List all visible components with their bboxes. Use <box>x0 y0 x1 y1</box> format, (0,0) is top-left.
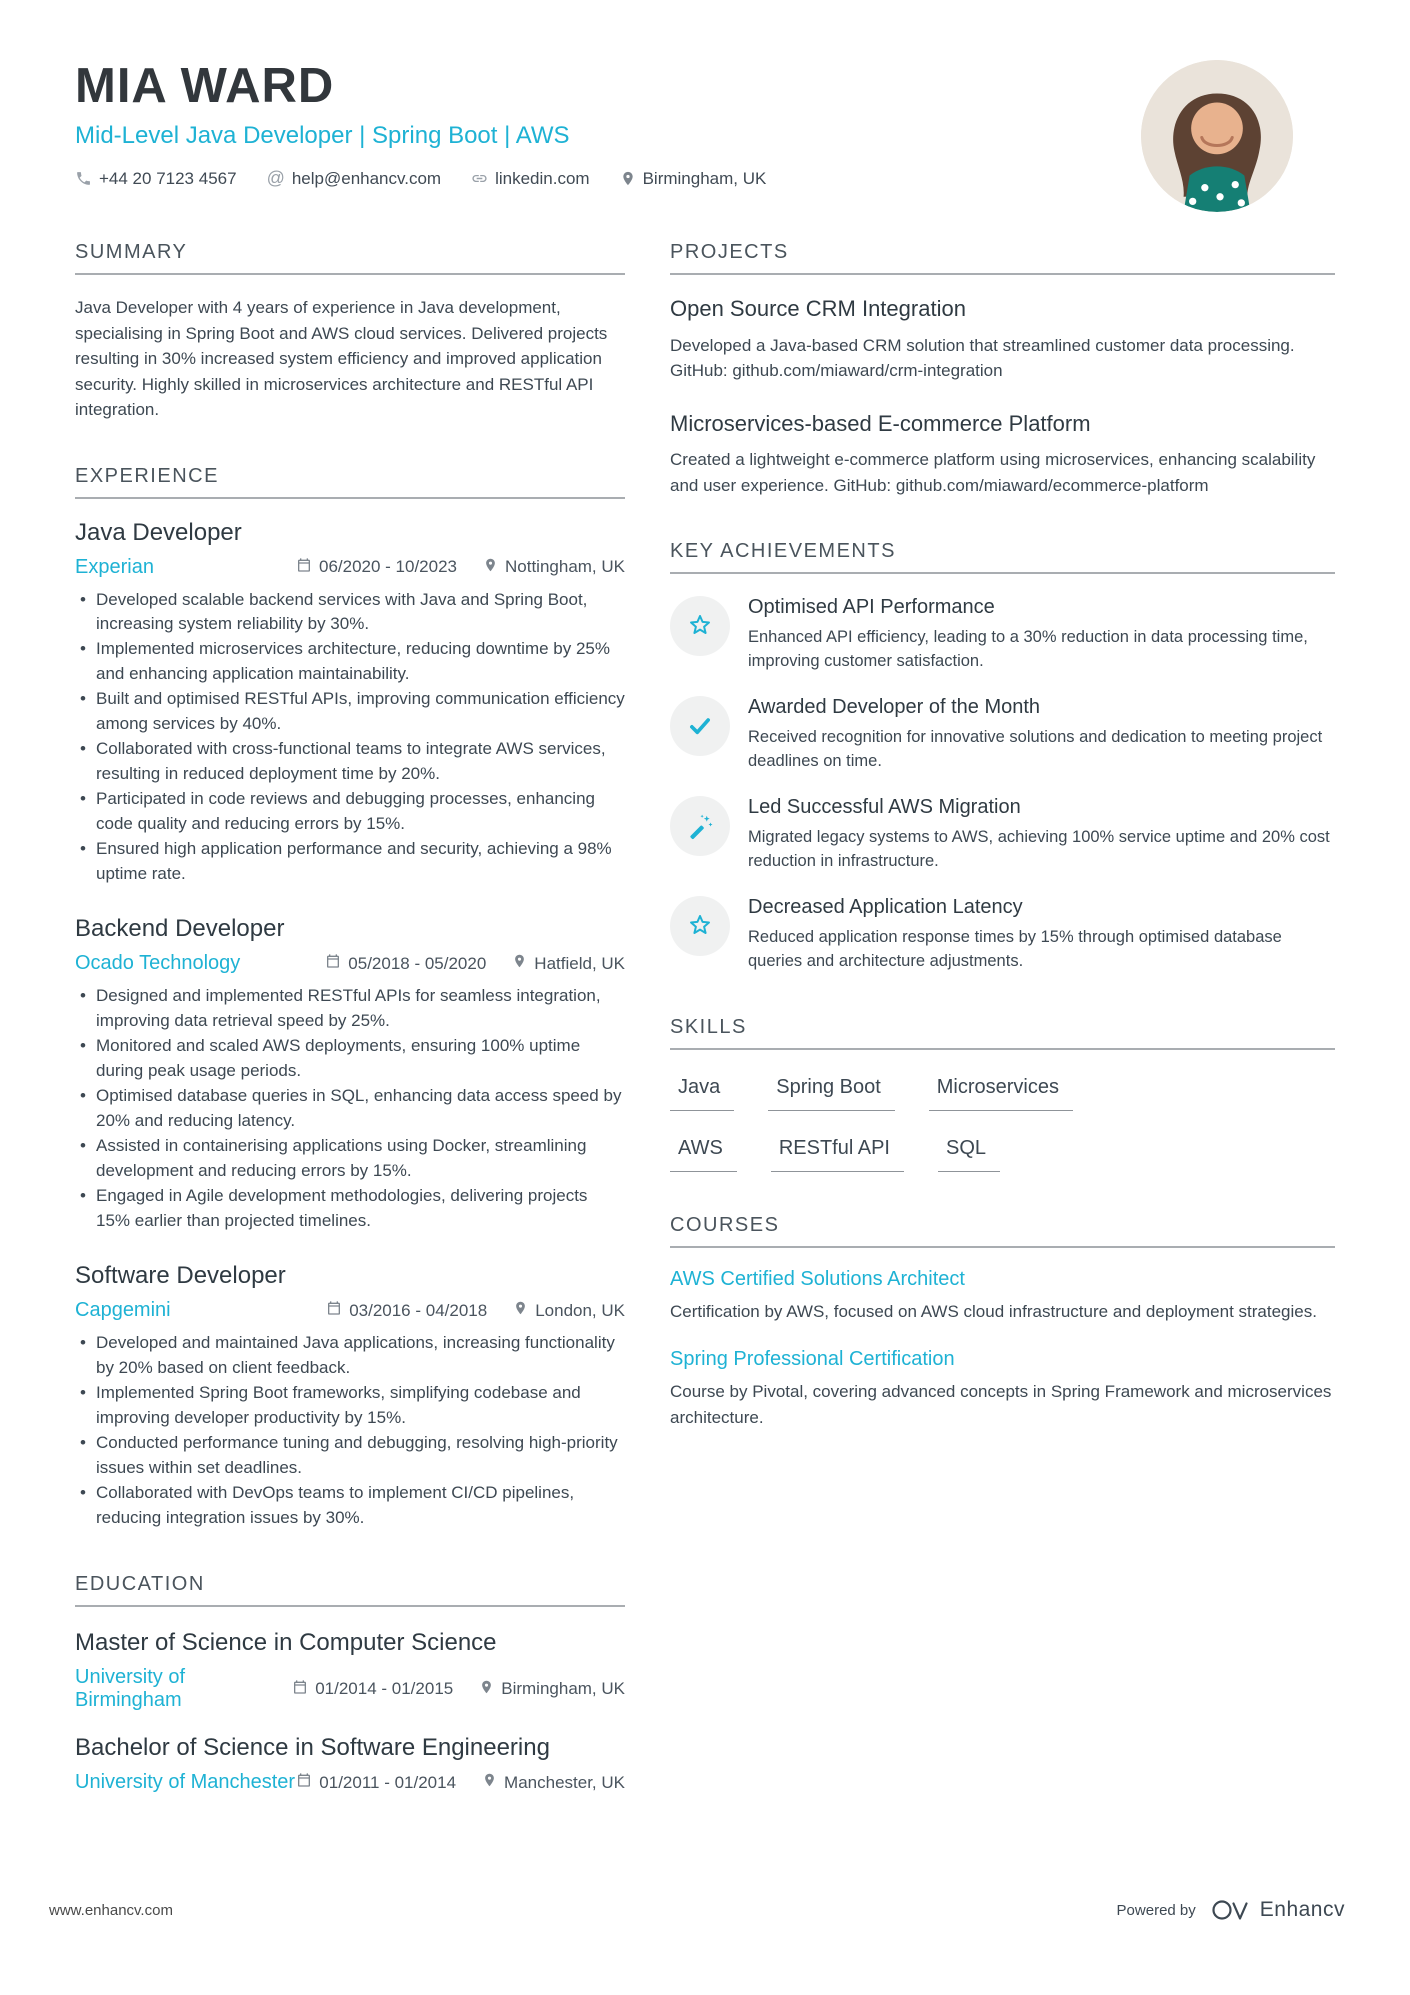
email-contact[interactable] <box>267 168 442 189</box>
left-column <box>75 241 625 1836</box>
email-address: help@enhancv.com <box>291 168 442 188</box>
project-item <box>670 295 1335 384</box>
location-pin-icon <box>483 557 498 578</box>
header <box>75 58 1335 189</box>
course-item <box>670 1268 1335 1325</box>
courses-heading: COURSES <box>670 1214 1335 1248</box>
achievement-body <box>748 596 1335 674</box>
calendar-icon <box>296 1772 312 1793</box>
person-name: MIA WARD <box>75 59 335 113</box>
location-contact <box>620 169 767 189</box>
job-location-text: London, UK <box>535 1300 625 1320</box>
location-text: Birmingham, UK <box>642 168 767 188</box>
summary-section <box>75 241 625 423</box>
job-dates-text: 03/2016 - 04/2018 <box>349 1300 488 1320</box>
calendar-icon <box>326 1300 342 1321</box>
company-name: Capgemini <box>75 1299 171 1322</box>
skill-item: Microservices <box>929 1076 1073 1111</box>
job-location <box>512 953 625 974</box>
degree-dates <box>296 1772 456 1793</box>
powered-by-label: Powered by <box>1116 1901 1196 1919</box>
summary-text: Java Developer with 4 years of experience in Java development, specialising in Spring Boot and AWS cloud services. Delivered projects resulting in 30% increased system efficiency and improved application security. Highly skilled in microservices architecture and RESTful API integration. <box>75 298 608 419</box>
achievements-section <box>670 540 1335 973</box>
job-entry <box>75 1262 625 1531</box>
link-contact[interactable] <box>471 169 590 189</box>
location-pin-icon <box>512 953 527 974</box>
footer-site-url[interactable]: www.enhancv.com <box>49 1901 173 1919</box>
skills-heading: SKILLS <box>670 1016 1335 1050</box>
achievement-description: Migrated legacy systems to AWS, achieving 100% service uptime and 20% cost reduction in infrastructure. <box>748 827 1330 870</box>
school-name: University of Birmingham <box>75 1666 186 1712</box>
job-dates <box>296 557 457 578</box>
achievements-heading: KEY ACHIEVEMENTS <box>670 540 1335 574</box>
experience-heading: EXPERIENCE <box>75 465 625 499</box>
contact-row <box>75 168 1335 189</box>
skills-section <box>670 1016 1335 1172</box>
job-bullet: • Assisted in containerising applications using Docker, streamlining development and reducing errors by 15%. <box>75 1134 625 1184</box>
job-entry <box>75 519 625 888</box>
enhancv-logo-icon <box>1210 1897 1252 1923</box>
job-entry <box>75 915 625 1234</box>
job-headline: Mid-Level Java Developer | Spring Boot | AWS <box>75 122 570 149</box>
job-title: Software Developer <box>75 1262 286 1290</box>
skill-item: AWS <box>670 1137 737 1172</box>
job-bullet: • Optimised database queries in SQL, enhancing data access speed by 20% and reducing latency. <box>75 1084 625 1134</box>
avatar <box>1141 60 1293 212</box>
course-title: AWS Certified Solutions Architect <box>670 1267 965 1290</box>
job-bullets <box>75 588 625 888</box>
job-dates-text: 05/2018 - 05/2020 <box>348 953 487 973</box>
achievement-description: Received recognition for innovative solutions and dedication to meeting project deadlines on time. <box>748 728 1323 770</box>
job-bullet: • Collaborated with DevOps teams to implement CI/CD pipelines, reducing integration issues by 30%. <box>75 1481 625 1531</box>
job-bullet: • Ensured high application performance and security, achieving a 98% uptime rate. <box>75 837 625 887</box>
right-column <box>670 241 1335 1836</box>
job-bullet: • Conducted performance tuning and debugging, resolving high-priority issues within set deadlines. <box>75 1431 625 1481</box>
skill-item: SQL <box>938 1137 1000 1172</box>
degree-location-text: Manchester, UK <box>504 1772 625 1792</box>
skill-item: Java <box>670 1076 734 1111</box>
skills-row <box>670 1076 1335 1111</box>
job-meta <box>75 556 625 579</box>
skills-list <box>670 1076 1335 1172</box>
job-bullet: • Developed scalable backend services with Java and Spring Boot, increasing system reliability by 30%. <box>75 588 625 638</box>
location-pin-icon <box>482 1772 497 1793</box>
calendar-icon <box>296 557 312 578</box>
job-title: Java Developer <box>75 518 242 546</box>
powered-by <box>1117 1897 1345 1923</box>
calendar-icon <box>325 953 341 974</box>
at-icon: @ <box>266 168 285 188</box>
company-name: Experian <box>75 555 154 578</box>
achievement-description: Reduced application response times by 15% through optimised database queries and architecture adjustments. <box>748 927 1282 970</box>
link-icon <box>471 170 488 187</box>
enhancv-logo[interactable] <box>1210 1897 1345 1923</box>
job-location-text: Nottingham, UK <box>505 557 625 576</box>
location-pin-icon <box>620 170 636 187</box>
degree-location <box>479 1679 625 1700</box>
achievement-item <box>670 896 1335 974</box>
phone-icon <box>75 170 92 187</box>
degree-title: Bachelor of Science in Software Engineering <box>75 1734 550 1762</box>
job-bullets <box>75 1331 625 1531</box>
achievement-item <box>670 796 1335 874</box>
skill-item: RESTful API <box>771 1137 904 1172</box>
job-bullet: • Developed and maintained Java applications, increasing functionality by 20% based on client feedback. <box>75 1331 625 1381</box>
job-bullet: • Implemented Spring Boot frameworks, simplifying codebase and improving developer productivity by 15%. <box>75 1381 625 1431</box>
degree-title: Master of Science in Computer Science <box>75 1629 497 1657</box>
phone-number: +44 20 7123 4567 <box>99 168 237 188</box>
job-bullet: • Monitored and scaled AWS deployments, ensuring 100% uptime during peak usage periods. <box>75 1034 625 1084</box>
star-icon <box>670 896 730 956</box>
job-bullet: • Built and optimised RESTful APIs, improving communication efficiency among services by 40%. <box>75 687 625 737</box>
course-description: Course by Pivotal, covering advanced concepts in Spring Framework and microservices architecture. <box>670 1382 1332 1427</box>
job-dates <box>325 953 486 974</box>
job-location-text: Hatfield, UK <box>534 953 625 973</box>
job-bullet: • Participated in code reviews and debugging processes, enhancing code quality and reducing errors by 15%. <box>75 787 625 837</box>
education-heading: EDUCATION <box>75 1573 625 1607</box>
skills-row <box>670 1137 1335 1172</box>
experience-section <box>75 465 625 1532</box>
course-title: Spring Professional Certification <box>670 1348 955 1371</box>
achievement-body <box>748 696 1335 774</box>
job-location <box>483 557 625 578</box>
degree-location-text: Birmingham, UK <box>501 1679 625 1699</box>
achievement-item <box>670 596 1335 674</box>
job-dates <box>326 1300 487 1321</box>
job-title: Backend Developer <box>75 915 285 943</box>
page-footer <box>49 1897 1345 1923</box>
calendar-icon <box>292 1679 308 1700</box>
courses-section <box>670 1214 1335 1431</box>
education-section <box>75 1573 625 1794</box>
content-columns <box>75 241 1335 1836</box>
course-item <box>670 1348 1335 1430</box>
location-pin-icon <box>479 1679 494 1700</box>
school-name: University of Manchester <box>75 1771 296 1794</box>
job-meta <box>75 952 625 975</box>
achievement-description: Enhanced API efficiency, leading to a 30% reduction in data processing time, improving customer satisfaction. <box>748 628 1308 671</box>
job-meta <box>75 1299 625 1322</box>
achievement-body <box>748 796 1335 874</box>
course-description: Certification by AWS, focused on AWS cloud infrastructure and deployment strategies. <box>670 1301 1317 1321</box>
project-description: Developed a Java-based CRM solution that streamlined customer data processing. GitHub: github.com/miaward/crm-integration <box>670 335 1295 381</box>
achievement-item <box>670 696 1335 774</box>
company-name: Ocado Technology <box>75 952 241 975</box>
degree-dates <box>292 1679 453 1700</box>
project-title: Open Source CRM Integration <box>670 296 966 321</box>
project-description: Created a lightweight e-commerce platform using microservices, enhancing scalability and user experience. GitHub: github.com/miaward/ecommerce-platform <box>670 450 1316 495</box>
projects-heading: PROJECTS <box>670 241 1335 275</box>
job-bullet: • Collaborated with cross-functional teams to integrate AWS services, resulting in reduced deployment time by 20%. <box>75 737 625 787</box>
summary-heading: SUMMARY <box>75 241 625 275</box>
degree-meta <box>75 1771 625 1794</box>
degree-dates-text: 01/2011 - 01/2014 <box>319 1772 457 1792</box>
skill-item: Spring Boot <box>768 1076 895 1111</box>
achievement-title: Led Successful AWS Migration <box>748 795 1021 818</box>
job-dates-text: 06/2020 - 10/2023 <box>318 557 457 576</box>
projects-section <box>670 241 1335 498</box>
achievement-body <box>748 896 1335 974</box>
job-location <box>513 1300 625 1321</box>
location-pin-icon <box>513 1300 528 1321</box>
achievement-title: Optimised API Performance <box>748 596 995 619</box>
degree-dates-text: 01/2014 - 01/2015 <box>315 1679 454 1699</box>
phone-contact[interactable] <box>75 169 237 189</box>
enhancv-brand-name: Enhancv <box>1259 1898 1345 1921</box>
project-title: Microservices-based E-commerce Platform <box>670 410 1091 436</box>
job-bullet: • Implemented microservices architecture, reducing downtime by 25% and enhancing application maintainability. <box>75 637 625 687</box>
check-icon <box>670 696 730 756</box>
degree-meta <box>75 1666 625 1712</box>
degree-location <box>482 1772 625 1793</box>
achievement-title: Awarded Developer of the Month <box>748 696 1041 719</box>
job-bullet: • Designed and implemented RESTful APIs for seamless integration, improving data retrieval speed by 25%. <box>75 984 625 1034</box>
achievement-title: Decreased Application Latency <box>748 895 1023 918</box>
project-item <box>670 410 1335 499</box>
wand-icon <box>670 796 730 856</box>
job-bullet: • Engaged in Agile development methodologies, delivering projects 15% earlier than projected timelines. <box>75 1184 625 1234</box>
link-text: linkedin.com <box>495 168 590 188</box>
star-icon <box>670 596 730 656</box>
job-bullets <box>75 984 625 1234</box>
